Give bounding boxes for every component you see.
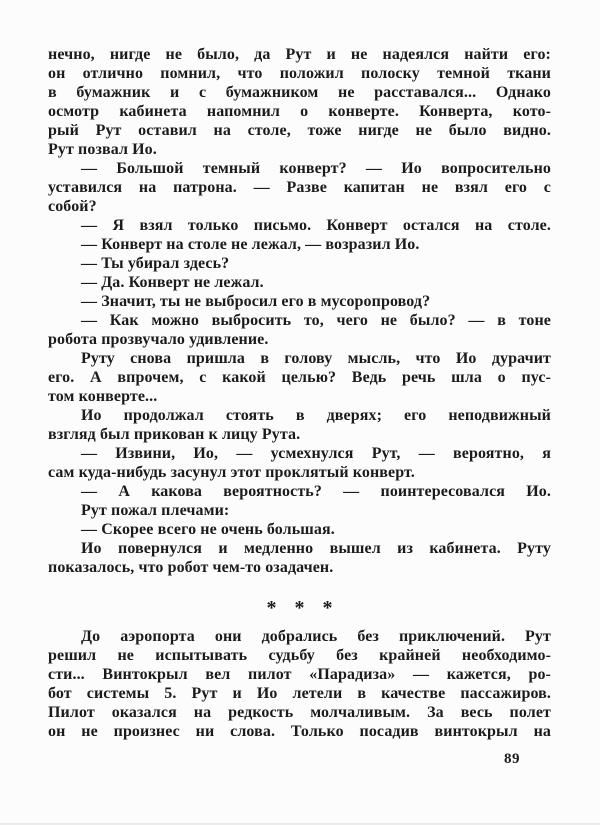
page-number: 89 (504, 751, 520, 767)
text-line: — Скорее всего не очень большая. (81, 521, 335, 538)
text-line: сам куда-нибудь засунул этот проклятый конверт. (48, 464, 415, 481)
text-line: — Ты убирал здесь? (81, 255, 230, 272)
text-line: робота прозвучало удивление. (48, 331, 269, 348)
text-line: уставился на патрона. — Разве капитан не взял его с (48, 179, 551, 196)
text-line: — Да. Конверт не лежал. (81, 274, 264, 291)
text-line: Пилот оказался на редкость молчаливым. За весь полет (48, 704, 551, 721)
text-line: собой? (48, 198, 97, 215)
text-line: взгляд был прикован к лицу Рута. (48, 426, 301, 443)
text-line: — Я взял только письмо. Конверт остался на столе. (81, 217, 551, 234)
text-line: том конверте... (48, 388, 158, 405)
text-block (48, 45, 551, 741)
text-line: — Значит, ты не выбросил его в мусоропровод? (81, 293, 431, 310)
text-line: рый Рут оставил на столе, тоже нигде не было видно. (48, 122, 551, 139)
text-line: Ио продолжал стоять в дверях; его неподвижный (81, 407, 551, 424)
text-line: бот системы 5. Рут и Ио летели в качестве пассажиров. (48, 685, 551, 702)
text-line: осмотр кабинета напомнил о конверте. Конверта, кото- (48, 103, 551, 120)
text-line: показалось, что робот чем-то озадачен. (48, 559, 334, 576)
text-line: — Извини, Ио, — усмехнулся Рут, — вероятно, я (81, 445, 551, 462)
text-line: Руту снова пришла в голову мысль, что Ио дурачит (81, 350, 551, 367)
text-line: — Как можно выбросить то, чего не было? — в тоне (81, 312, 551, 329)
text-line: — А какова вероятность? — поинтересовался Ио. (81, 483, 551, 500)
text-line: До аэропорта они добрались без приключений. Рут (81, 628, 551, 645)
text-line: — Большой темный конверт? — Ио вопросительно (81, 160, 551, 177)
text-line: он не произнес ни слова. Только посадив винтокрыл на (48, 723, 551, 740)
text-line: в бумажник и с бумажником не расставался... Однако (48, 84, 551, 101)
text-line: его. А впрочем, с какой целью? Ведь речь шла о пус- (48, 369, 551, 386)
text-line: Рут позвал Ио. (48, 141, 157, 158)
text-line: он отлично помнил, что положил полоску темной ткани (48, 65, 551, 82)
text-line: нечно, нигде не было, да Рут и не надеялся найти его: (48, 46, 551, 63)
text-line: — Конверт на столе не лежал, — возразил Ио. (81, 236, 420, 253)
text-line: Ио повернулся и медленно вышел из кабинета. Руту (81, 540, 551, 557)
text-line: сти... Винтокрыл вел пилот «Парадиза» — кажется, ро- (48, 666, 551, 683)
section-separator: * * * (266, 597, 333, 619)
text-line: решил не испытывать судьбу без крайней необходимо- (48, 647, 551, 664)
text-line: Рут пожал плечами: (81, 502, 230, 519)
